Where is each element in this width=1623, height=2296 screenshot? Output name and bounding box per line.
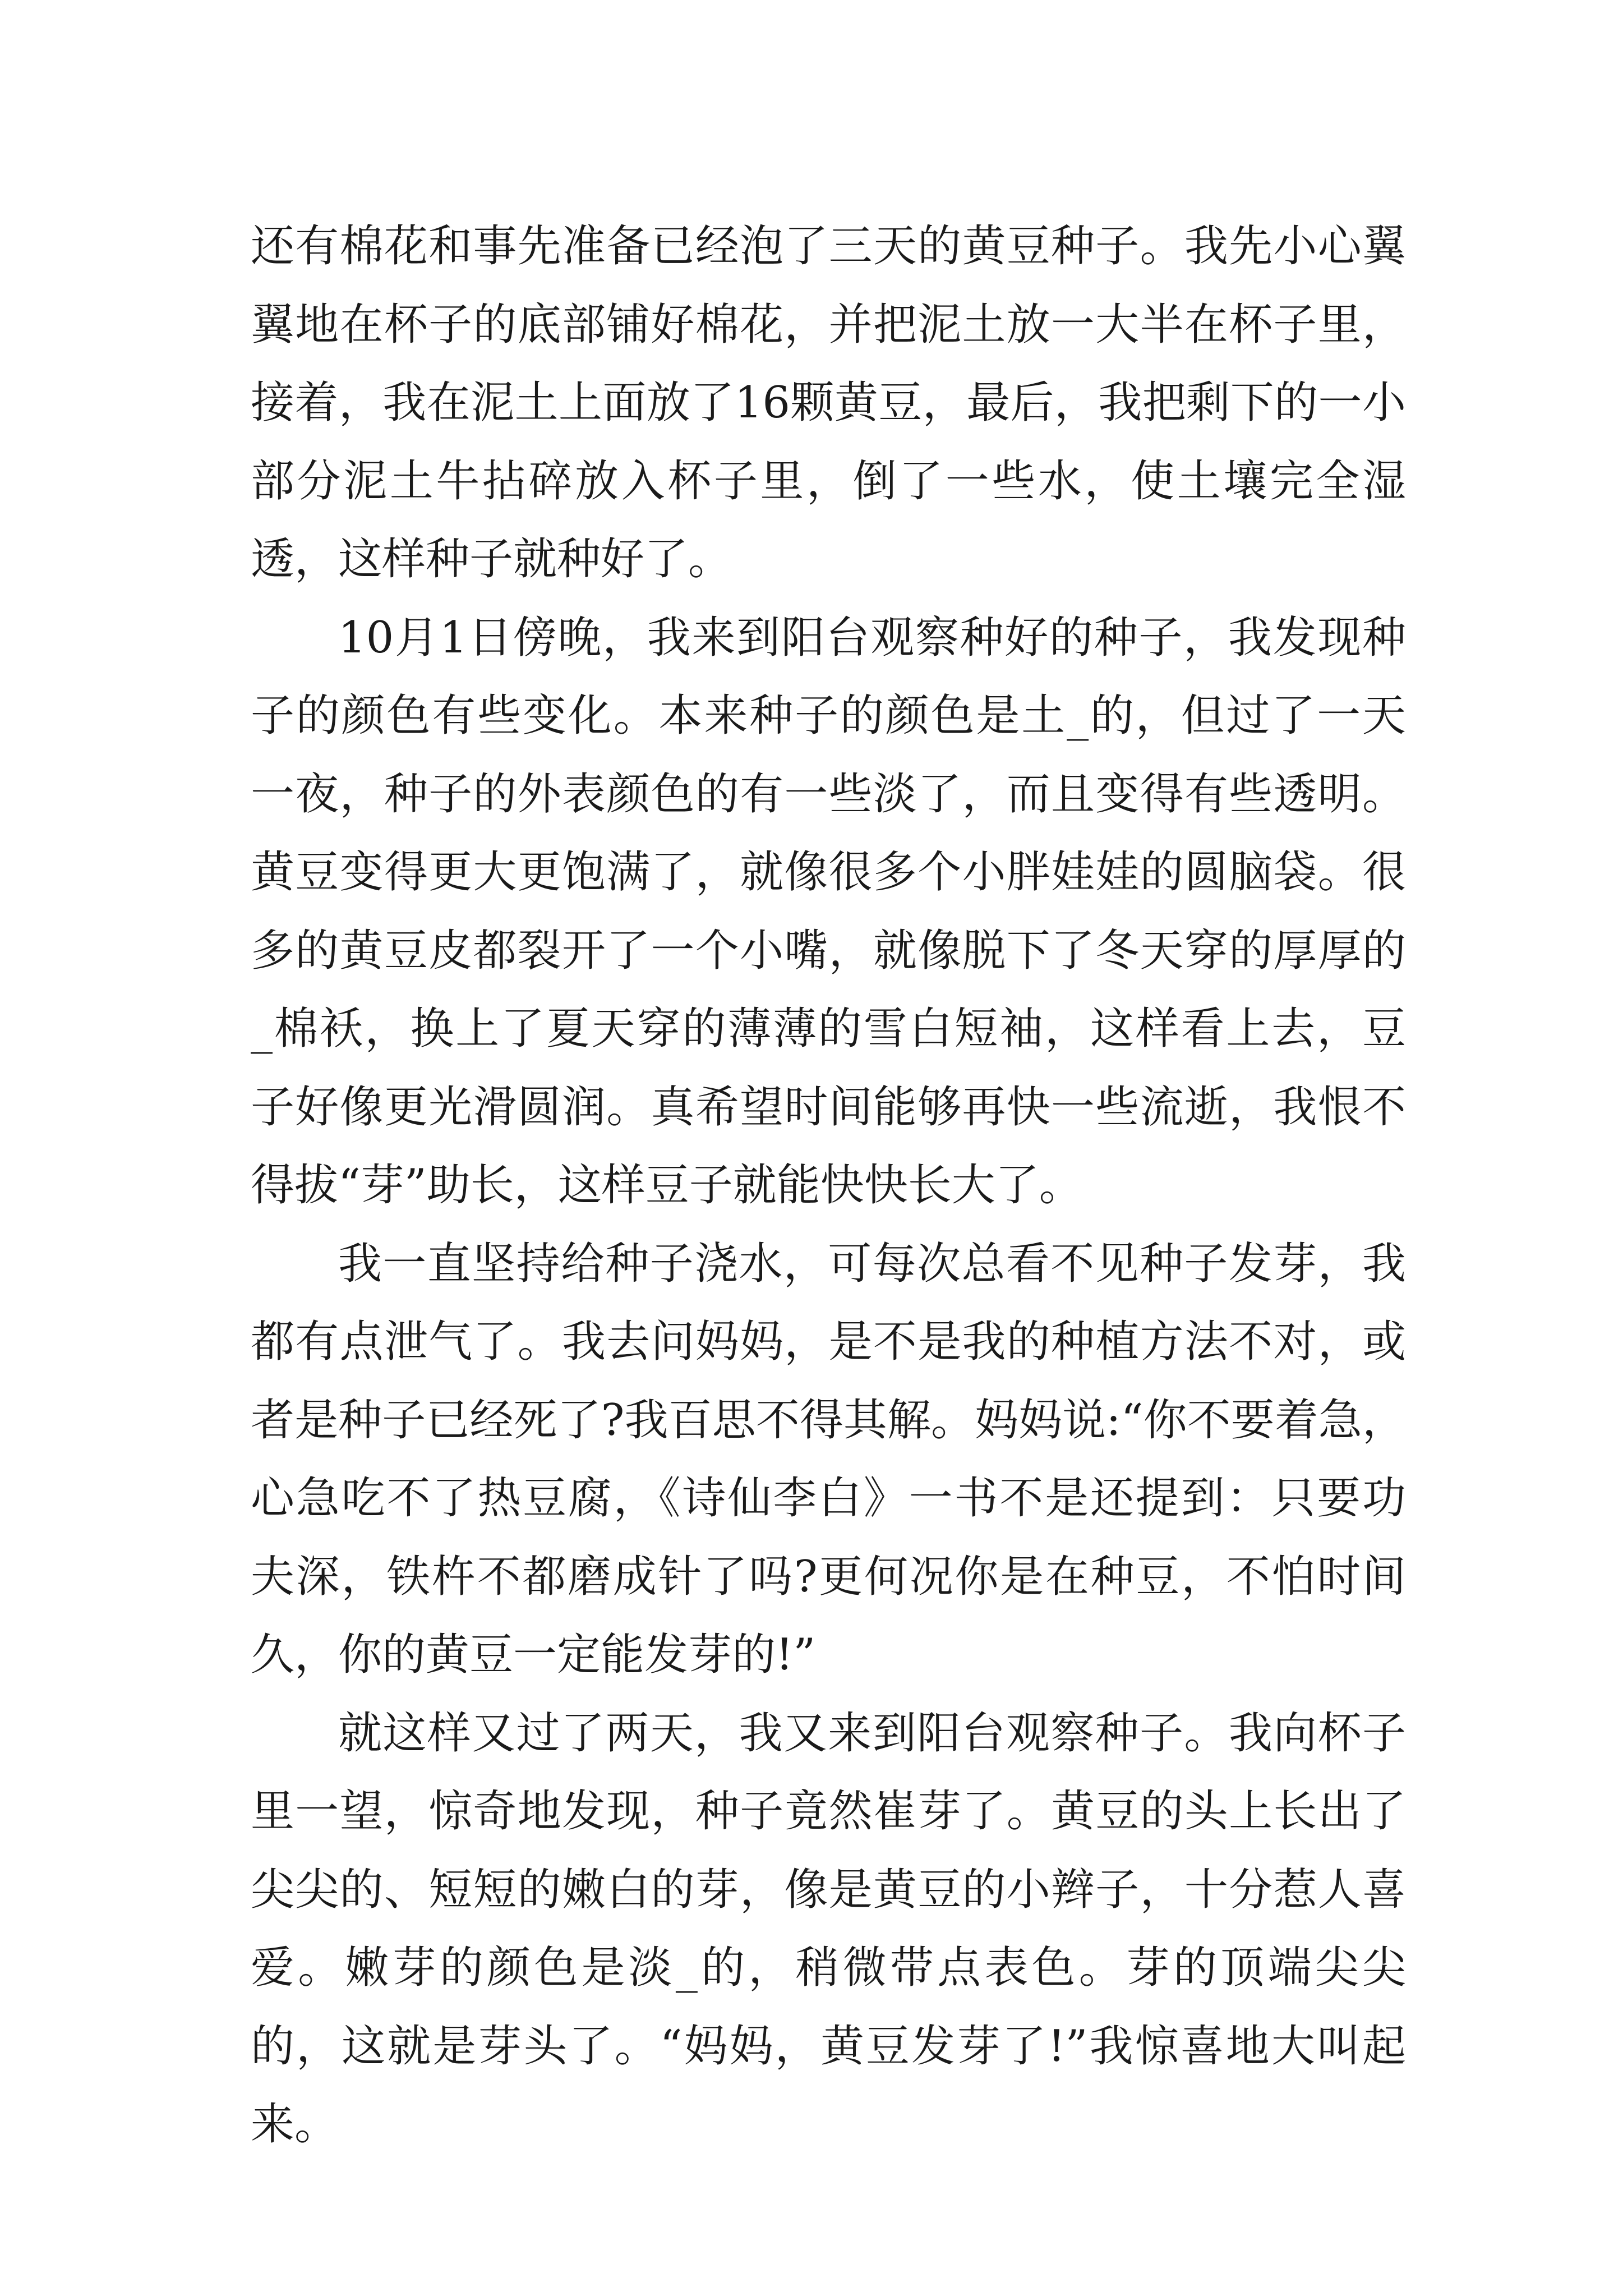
paragraph-4: 就这样又过了两天，我又来到阳台观察种子。我向杯子里一望，惊奇地发现，种子竟然崔芽了。黄豆的头上长出了尖尖的、短短的嫩白的芽，像是黄豆的小辫子，十分惹人喜爱。嫩芽的颜色是淡_的，稍微带点表色。芽的顶端尖尖的，这就是芽头了。“妈妈，黄豆发芽了!”我惊喜地大叫起来。 bbox=[251, 1708, 1406, 2150]
body-text bbox=[251, 208, 1406, 2164]
paragraph-2: 10月1日傍晚，我来到阳台观察种好的种子，我发现种子的颜色有些变化。本来种子的颜色是土_的，但过了一天一夜，种子的外表颜色的有一些淡了，而且变得有些透明。黄豆变得更大更饱满了，就像很多个小胖娃娃的圆脑袋。很多的黄豆皮都裂开了一个小嘴，就像脱下了冬天穿的厚厚的_棉袄，换上了夏天穿的薄薄的雪白短袖，这样看上去，豆子好像更光滑圆润。真希望时间能够再快一些流逝，我恨不得拔“芽”助长，这样豆子就能快快长大了。 bbox=[251, 612, 1406, 1211]
paragraph-3: 我一直坚持给种子浇水，可每次总看不见种子发芽，我都有点泄气了。我去问妈妈，是不是我的种植方法不对，或者是种子已经死了?我百思不得其解。妈妈说:“你不要着急，心急吃不了热豆腐，《诗仙李白》一书不是还提到：只要功夫深，铁杵不都磨成针了吗?更何况你是在种豆，不怕时间久，你的黄豆一定能发芽的!” bbox=[251, 1238, 1406, 1680]
paragraph-1: 还有棉花和事先准备已经泡了三天的黄豆种子。我先小心翼翼地在杯子的底部铺好棉花，并把泥土放一大半在杯子里，接着，我在泥土上面放了16颗黄豆，最后，我把剩下的一小部分泥土牛拈碎放入杯子里，倒了一些水，使土壤完全湿透，这样种子就种好了。 bbox=[251, 221, 1406, 585]
